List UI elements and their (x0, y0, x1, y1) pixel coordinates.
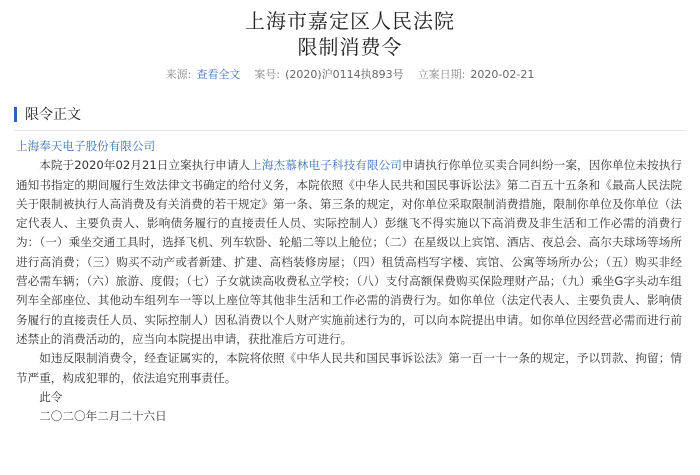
addressee-link[interactable]: 上海奉天电子股份有限公司 (16, 139, 156, 153)
section-accent-bar (14, 107, 17, 122)
case-number: (2020)沪0114执893号 (285, 68, 404, 81)
case-number-label: 案号: (254, 68, 281, 81)
source-label: 来源: (165, 68, 192, 81)
filing-date: 2020-02-21 (470, 68, 535, 81)
order-body (16, 137, 682, 426)
section-divider (14, 130, 686, 131)
order-paragraph-2: 如违反限制消费令，经查证属实的，本院将依照《中华人民共和国民事诉讼法》第一百一十一条的规定，予以罚款、拘留；情节严重，构成犯罪的，依法追究刑事责任。 (16, 351, 682, 385)
filing-date-label: 立案日期: (417, 68, 466, 81)
closing-phrase: 此令 (39, 389, 63, 404)
applicant-link[interactable]: 上海杰慕林电子科技有限公司 (250, 158, 402, 173)
section-title: 限令正文 (25, 107, 81, 123)
document-meta (0, 68, 700, 82)
signing-date: 二〇二〇年二月二十六日 (39, 409, 167, 424)
section-header (14, 105, 81, 123)
paragraph-1-content: 申请执行你单位买卖合同纠纷一案，因你单位未按执行通知书指定的期间履行生效法律文书确定的给付义务，本院依照《中华人民共和国民事诉讼法》第二百五十五条和《最高人民法院关于限制被执行人高消费及有关消费的若干规定》第一条、第三条的规定，对你单位采取限制消费措施，限制你单位及你单位（法定代表人、主要负责人、影响债务履行的直接责任人员、实际控制人）彭继飞不得实施以下高消费及非生活和工作必需的消费行为：（一）乘坐交通工具时，选择飞机、列车软卧、轮船二等以上舱位；（二）在星级以上宾馆、酒店、夜总会、高尔夫球场等场所进行高消费；（三）购买不动产或者新建、扩建、高档装修房屋；（四）租赁高档写字楼、宾馆、公寓等场所办公；（五）购买非经营必需车辆；（六）旅游、度假；（七）子女就读高收费私立学校；（八）支付高额保费购买保险理财产品；（九）乘坐G字头动车组列车全部座位、其他动车组列车一等以上座位等其他非生活和工作必需的消费行为。如你单位（法定代表人、主要负责人、影响债务履行的直接责任人员、实际控制人）因私消费以个人财产实施前述行为的，可以向本院提出申请。如你单位因经营必需而进行前述禁止的消费活动的，应当向本院提出申请，获批准后方可进行。 (16, 158, 682, 346)
view-full-text-link[interactable]: 查看全文 (196, 68, 241, 81)
document-header (0, 8, 700, 60)
order-paragraph-1 (16, 156, 682, 349)
paragraph-1-intro: 本院于2020年02月21日立案执行申请人 (39, 158, 251, 173)
court-name: 上海市嘉定区人民法院 (245, 9, 455, 33)
document-title: 限制消费令 (297, 35, 403, 59)
